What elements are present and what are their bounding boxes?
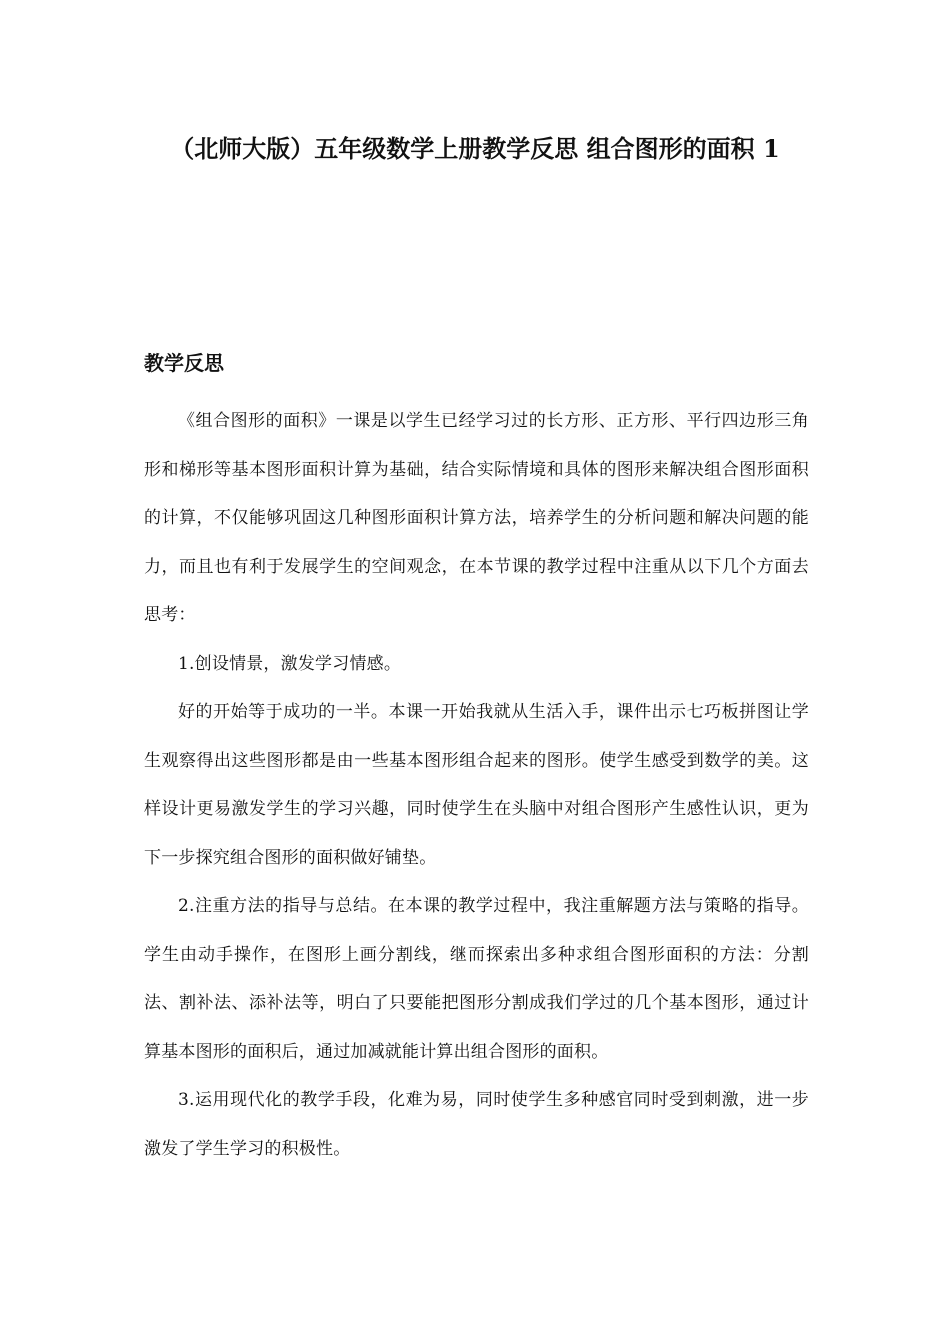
document-body — [144, 397, 809, 1173]
paragraph-point-3: 3.运用现代化的教学手段，化难为易，同时使学生多种感官同时受到刺激，进一步激发了学生学习的积极性。 — [144, 1090, 809, 1159]
paragraph-point-1-heading: 1.创设情景，激发学习情感。 — [178, 653, 402, 674]
paragraph-point-1-body: 好的开始等于成功的一半。本课一开始我就从生活入手，课件出示七巧板拼图让学生观察得出这些图形都是由一些基本图形组合起来的图形。使学生感受到数学的美。这样设计更易激发学生的学习兴趣，同时使学生在头脑中对组合图形产生感性认识，更为下一步探究组合图形的面积做好铺垫。 — [144, 702, 809, 868]
document-title: （北师大版）五年级数学上册教学反思 组合图形的面积 1 — [170, 134, 780, 163]
paragraph-intro: 《组合图形的面积》一课是以学生已经学习过的长方形、正方形、平行四边形三角形和梯形等基本图形面积计算为基础，结合实际情境和具体的图形来解决组合图形面积的计算，不仅能够巩固这几种图形面积计算方法，培养学生的分析问题和解决问题的能力，而且也有利于发展学生的空间观念，在本节课的教学过程中注重从以下几个方面去思考： — [144, 411, 809, 625]
paragraph-point-2: 2.注重方法的指导与总结。在本课的教学过程中，我注重解题方法与策略的指导。学生由动手操作，在图形上画分割线，继而探索出多种求组合图形面积的方法：分割法、割补法、添补法等，明白了只要能把图形分割成我们学过的几个基本图形，通过计算基本图形的面积后，通过加减就能计算出组合图形的面积。 — [144, 896, 809, 1062]
section-heading: 教学反思 — [144, 351, 224, 375]
